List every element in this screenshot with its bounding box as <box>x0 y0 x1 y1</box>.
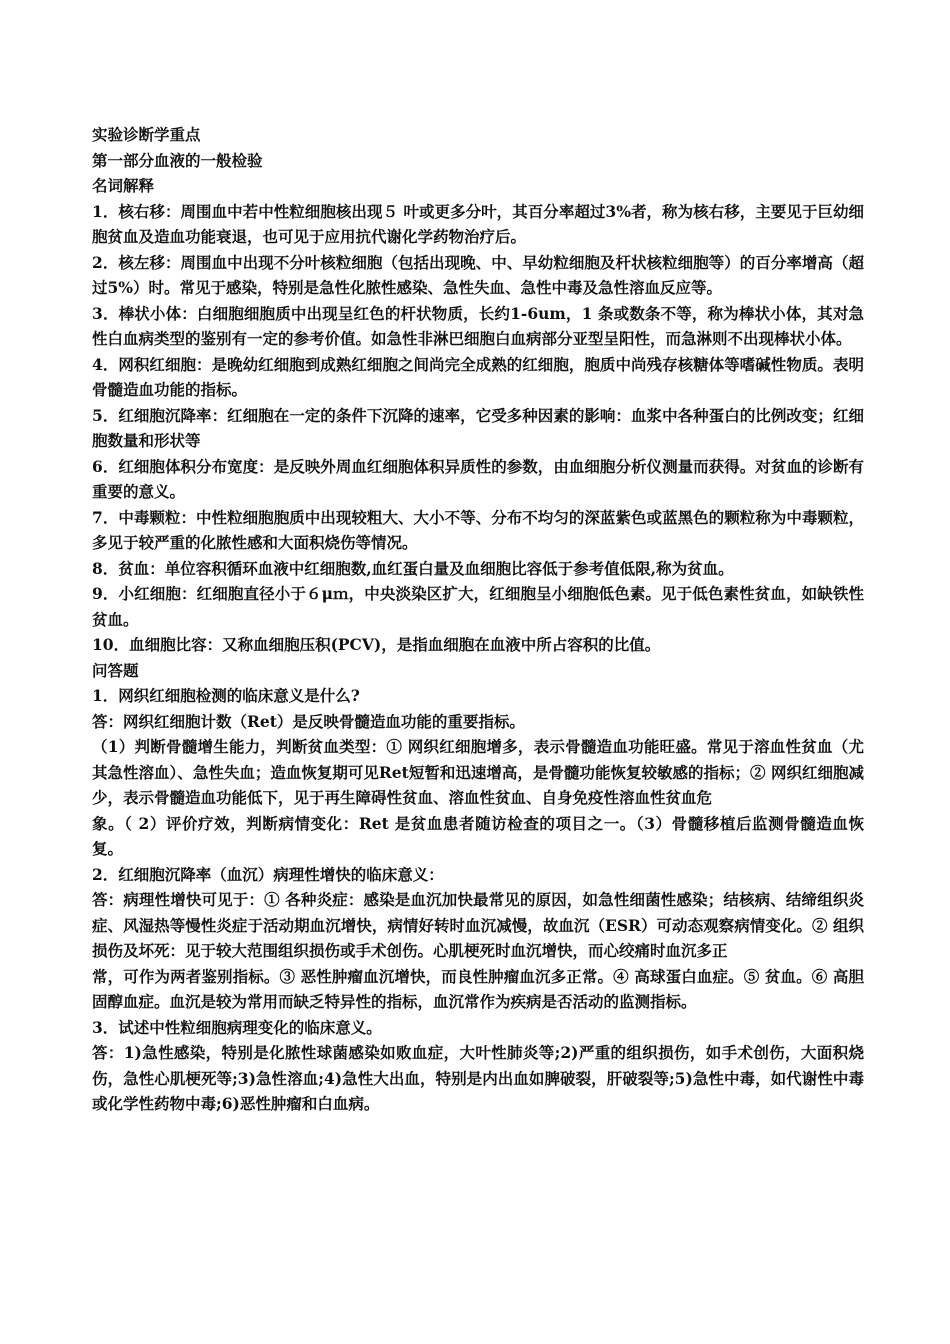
qa-answer: 常，可作为两者鉴别指标。③ 恶性肿瘤血沉增快，而良性肿瘤血沉多正常。④ 高球蛋白血症。⑤ 贫血。⑥ 高胆固醇血症。血沉是较为常用而缺乏特异性的指标，血沉常作为疾病是否活动的监测指标。 <box>92 966 864 1011</box>
qa-question: 2．红细胞沉降率（血沉）病理性增快的临床意义： <box>92 864 444 884</box>
section-heading-terms: 名词解释 <box>92 176 155 195</box>
term-paragraph: 2．核左移：周围血中出现不分叶核粒细胞（包括出现晚、中、早幼粒细胞及杆状核粒细胞等）的百分率增高（超过5%）时。常见于感染，特别是急性化脓性感染、急性失血、急性中毒及急性溶血反应等。 <box>92 252 864 297</box>
term-paragraph: 10．血细胞比容：又称血细胞压积(PCV)，是指血细胞在血液中所占容积的比值。 <box>92 635 661 654</box>
qa-answer: 答：网织红细胞计数（Ret）是反映骨髓造血功能的重要指标。 <box>92 711 525 731</box>
document-body <box>92 122 864 1117</box>
qa-answer: （1）判断骨髓增生能力，判断贫血类型：① 网织红细胞增多，表示骨髓造血功能旺盛。常见于溶血性贫血（尤其急性溶血）、急性失血；造血恢复期可见Ret短暂和迅速增高，是骨髓功能恢复较敏感的指标；② 网织红细胞减少，表示骨髓造血功能低下，见于再生障碍性贫血、溶血性贫血、自身免疫性溶血性贫血危 <box>92 737 864 807</box>
qa-question: 3．试述中性粒细胞病理变化的临床意义。 <box>92 1017 382 1037</box>
qa-answer: 答：1)急性感染，特别是化脓性球菌感染如败血症，大叶性肺炎等;2)严重的组织损伤，如手术创伤，大面积烧伤，急性心肌梗死等;3)急性溶血;4)急性大出血，特别是内出血如脾破裂，肝破裂等;5)急性中毒，如代谢性中毒或化学性药物中毒;6)恶性肿瘤和白血病。 <box>92 1043 864 1113</box>
term-paragraph: 5．红细胞沉降率：红细胞在一定的条件下沉降的速率，它受多种因素的影响：血浆中各种蛋白的比例改变；红细胞数量和形状等 <box>92 405 864 450</box>
term-paragraph: 6．红细胞体积分布宽度：是反映外周血红细胞体积异质性的参数，由血细胞分析仪测量而获得。对贫血的诊断有重要的意义。 <box>92 456 864 501</box>
term-paragraph: 8．贫血：单位容积循环血液中红细胞数,血红蛋白量及血细胞比容低于参考值低限,称为贫血。 <box>92 558 734 578</box>
part-title: 第一部分血液的一般检验 <box>92 150 263 170</box>
term-paragraph: 3．棒状小体：白细胞细胞质中出现呈红色的杆状物质，长约1-6um，1 条或数条不等，称为棒状小体，其对急性白血病类型的鉴别有一定的参考价值。如急性非淋巴细胞白血病部分亚型呈阳性，而急淋则不出现棒状小体。 <box>92 303 864 348</box>
term-paragraph: 9．小红细胞：红细胞直径小于６μｍ，中央淡染区扩大，红细胞呈小细胞低色素。见于低色素性贫血，如缺铁性贫血。 <box>92 584 864 629</box>
document-title: 实验诊断学重点 <box>92 125 201 144</box>
qa-answer: 答：病理性增快可见于：① 各种炎症：感染是血沉加快最常见的原因，如急性细菌性感染；结核病、结缔组织炎症、风湿热等慢性炎症于活动期血沉增快，病情好转时血沉减慢，故血沉（ESR）可动态观察病情变化。② 组织损伤及坏死：见于较大范围组织损伤或手术创伤。心肌梗死时血沉增快，而心绞痛时血沉多正 <box>92 890 864 960</box>
section-heading-qa: 问答题 <box>92 660 139 680</box>
term-paragraph: 1．核右移：周围血中若中性粒细胞核出现５ 叶或更多分叶，其百分率超过3%者，称为核右移，主要见于巨幼细胞贫血及造血功能衰退，也可见于应用抗代谢化学药物治疗后。 <box>92 201 864 246</box>
term-paragraph: 7．中毒颗粒：中性粒细胞胞质中出现较粗大、大小不等、分布不均匀的深蓝紫色或蓝黑色的颗粒称为中毒颗粒，多见于较严重的化脓性感和大面积烧伤等情况。 <box>92 507 864 552</box>
term-paragraph: 4．网积红细胞：是晚幼红细胞到成熟红细胞之间尚完全成熟的红细胞，胞质中尚残存核糖体等嗜碱性物质。表明骨髓造血功能的指标。 <box>92 354 864 399</box>
qa-question: 1．网织红细胞检测的临床意义是什么? <box>92 686 360 705</box>
qa-answer: 象。（ 2）评价疗效，判断病情变化：Ret 是贫血患者随访检查的项目之一。（3）骨髓移植后监测骨髓造血恢复。 <box>92 813 864 858</box>
